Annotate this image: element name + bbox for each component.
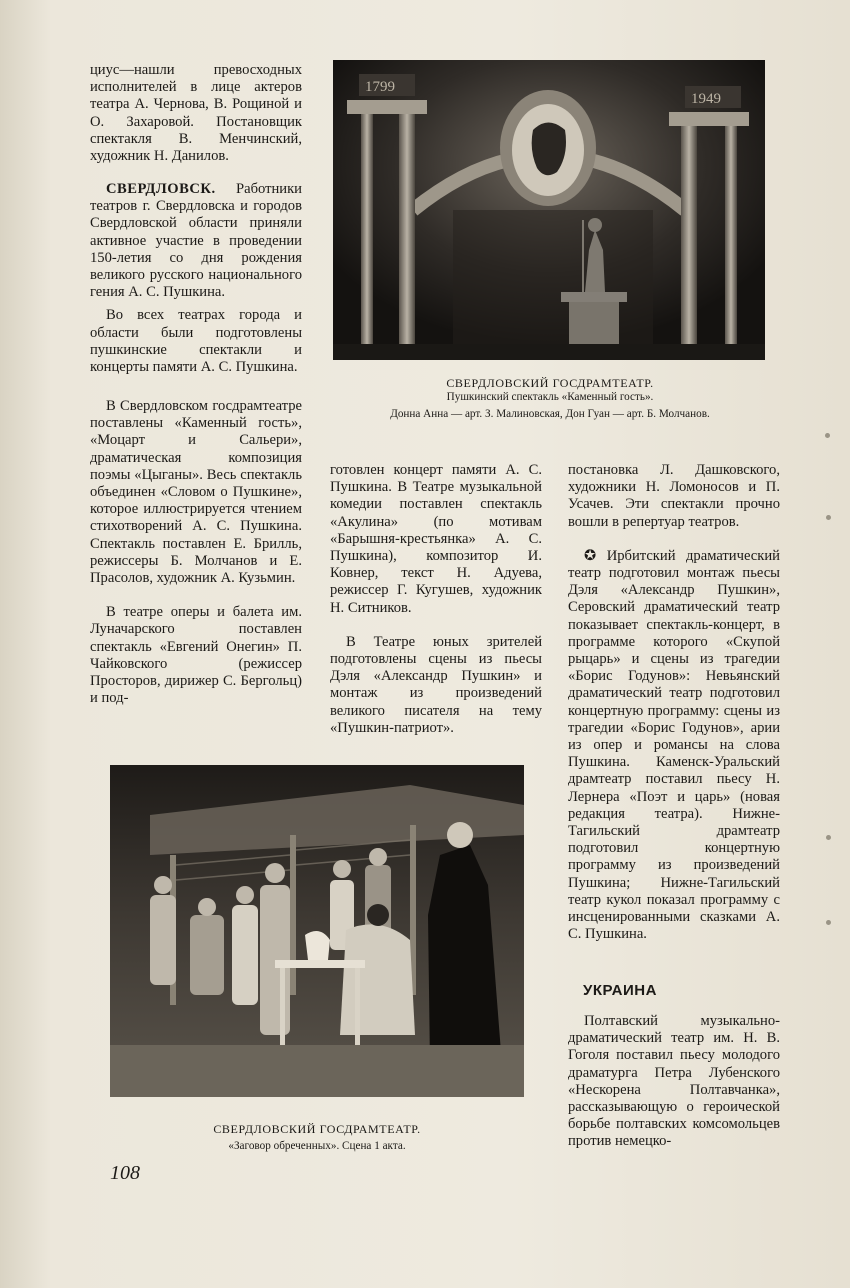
column3-paragraph-1: постановка Л. Дашковского, художники Н. Ломоносов и П. Усачев. Эти спектакли прочно вошли в репертуар театров.	[568, 462, 780, 530]
column2-paragraph-1: готовлен концерт памяти А. С. Пушкина. В Театре музыкальной комедии поставлен спектакль «Акулина» (по мотивам «Барышня-крестьянка» А. С. Пушкина), композитор И. Ковнер, текст Н. Адуева, режиссер Г. Кугушев, художник Н. Ситников.	[330, 462, 542, 616]
column2-paragraph-2: В Театре юных зрителей подготовлены сцены из пьесы Дэля «Александр Пушкин» и монтаж из произведений великого писателя на тему «Пушкин-патриот».	[330, 633, 542, 736]
margin-mark	[825, 433, 830, 438]
ukraina-paragraph: Полтавский музыкально-драматический театр им. Н. В. Гоголя поставил пьесу молодого драматурга Петра Лубенского «Нескорена Полтавчанка», рассказывающую о героической борьбе полтавских комсомольцев против немецко-	[568, 1013, 780, 1150]
sverdlovsk-p1-text: Работники театров г. Свердловска и городов Свердловской области приняли активное участие в проведении 150-летия со дня рождения великого русского национального гения А. С. Пушкина.	[90, 181, 302, 301]
sverdlovsk-paragraph-2: Во всех театрах города и области были подготовлены пушкинские спектакли и концерты памяти А. С. Пушкина.	[90, 307, 302, 376]
opera-paragraph: В театре оперы и балета им. Луначарского поставлен спектакль «Евгений Онегин» П. Чайковского (режиссер Просторов, дирижер С. Бергольц) и под-	[90, 604, 302, 707]
column2-text	[330, 462, 542, 737]
photo2-caption-title: СВЕРДЛОВСКИЙ ГОСДРАМТЕАТР.	[213, 1122, 421, 1136]
column3-paragraph-2: ✪ Ирбитский драматический театр подготовил монтаж пьесы Дэля «Александр Пушкин», Серовский драматический театр показывает спектакль-концерт, в программе которого «Скупой рыцарь» и сцены из трагедии «Борис Годунов»: Невьянский драматический театр подготовил концертную программу: сцены из трагедии «Борис Годунов», арии из опер и романсы на слова Пушкина. Каменск-Уральский драмтеатр поставил пьесу Н. Лернера «Поэт и царь» (новая редакция театра). Нижне-Тагильский драмтеатр подготовил концертную программу из произведений Пушкина; Нижне-Тагильский театр кукол показал программу с инсценированными сказками А. С. Пушкина.	[568, 547, 780, 943]
stone-guest-photo	[333, 60, 765, 360]
year-right-label: 1949	[691, 91, 721, 107]
year-left-label: 1799	[365, 79, 395, 95]
column1-top-text	[90, 62, 302, 165]
conspiracy-photo	[110, 765, 524, 1097]
page-number: 108	[110, 1162, 140, 1184]
photo1-caption-line2: Пушкинский спектакль «Каменный гость».	[446, 391, 654, 403]
photo1-caption-title: СВЕРДЛОВСКИЙ ГОСДРАМТЕАТР.	[446, 376, 654, 390]
gosdramteatr-paragraph: В Свердловском госдрамтеатре поставлены «Каменный гость», «Моцарт и Сальери», драматическая композиция поэмы «Цыганы». Весь спектакль объединен «Словом о Пушкине», которое иллюстрируется чтением стихотворений А. С. Пушкина. Спектакль поставлен Е. Брилль, режиссеры Б. Молчанов и Е. Прасолов, художник А. Кузьмин.	[90, 398, 302, 587]
sverdlovsk-paragraph-1	[90, 181, 302, 301]
sverdlovsk-section	[90, 181, 302, 376]
photo2-caption-line2: «Заговор обреченных». Сцена 1 акта.	[228, 1140, 406, 1152]
column3-text	[568, 462, 780, 943]
margin-mark	[826, 920, 831, 925]
photo1-caption-line3: Донна Анна — арт. З. Малиновская, Дон Гуан — арт. Б. Молчанов.	[390, 408, 710, 420]
photo1-caption	[320, 376, 780, 421]
margin-mark	[826, 835, 831, 840]
ukraina-heading: УКРАИНА	[583, 982, 657, 999]
ukraina-text	[568, 1013, 780, 1151]
column1-continuation: циус—нашли превосходных исполнителей в лице актеров театра А. Чернова, В. Рощиной и О. Захаровой. Постановщик спектакля В. Менчинский, художник Н. Данилов.	[90, 62, 302, 165]
column1-mid-text	[90, 398, 302, 707]
photo2-caption	[110, 1122, 524, 1153]
margin-mark	[826, 515, 831, 520]
sverdlovsk-heading: СВЕРДЛОВСК.	[106, 181, 216, 197]
